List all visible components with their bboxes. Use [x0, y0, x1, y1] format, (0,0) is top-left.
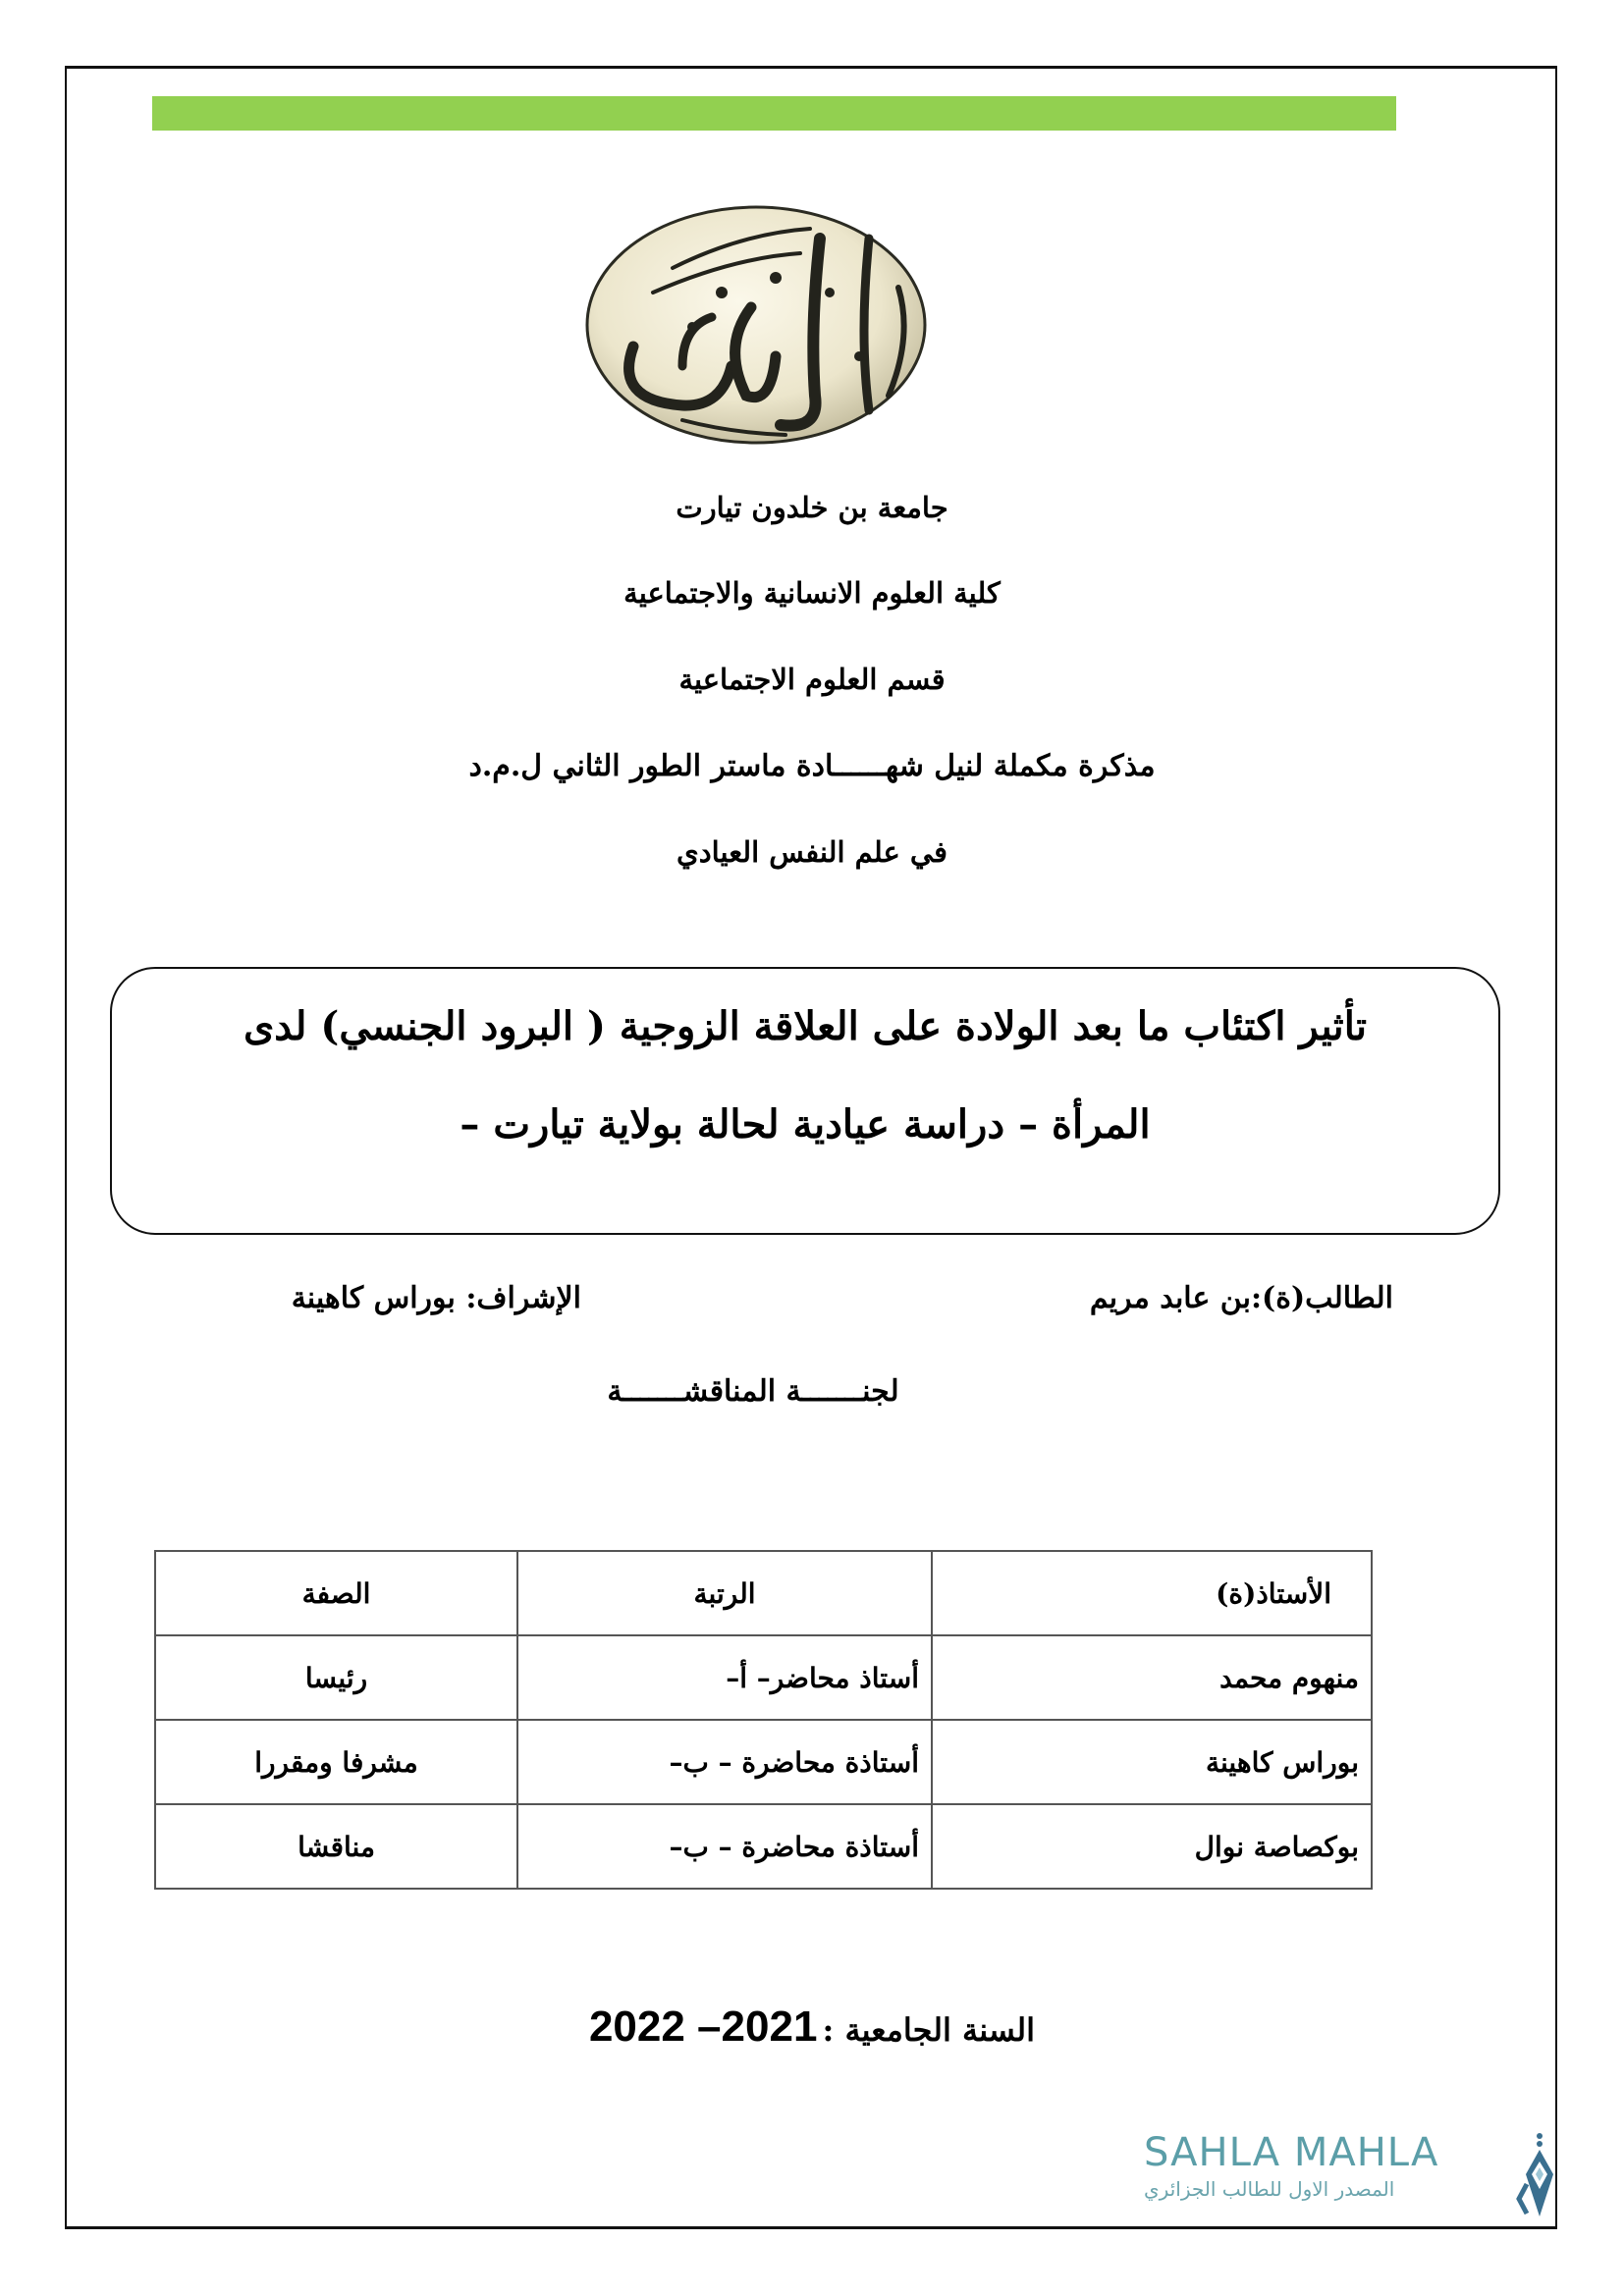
- thesis-title-line-2: المرأة – دراسة عيادية لحالة بولاية تيارت –: [460, 1101, 1151, 1148]
- table-header-row: [155, 1551, 1372, 1635]
- academic-year: [0, 2002, 1624, 2052]
- supervisor-name: بوراس كاهينة: [291, 1281, 456, 1315]
- professor-role: مشرفا ومقررا: [155, 1720, 517, 1804]
- professor-name: منهوم محمد: [932, 1635, 1372, 1720]
- academic-year-value: 2021– 2022: [588, 2002, 818, 2051]
- university-logo-icon: [574, 199, 947, 447]
- table-row: [155, 1720, 1372, 1804]
- faculty-name: كلية العلوم الانسانية والاجتماعية: [623, 576, 1001, 610]
- watermark-title: SAHLA MAHLA: [1144, 2130, 1439, 2175]
- thesis-title-line-1: تأثير اكتئاب ما بعد الولادة على العلاقة الزوجية ( البرود الجنسي) لدى: [243, 1003, 1368, 1049]
- green-header-bar: [152, 96, 1396, 131]
- professor-rank: أستاذة محاضرة – ب–: [517, 1720, 932, 1804]
- column-header-professor: الأستاذ(ة): [932, 1551, 1372, 1635]
- professor-name: بوكصاصة نوال: [932, 1804, 1372, 1889]
- sahla-mahla-watermark: [1134, 2130, 1556, 2218]
- professor-rank: أستاذة محاضرة – ب–: [517, 1804, 932, 1889]
- table-row: [155, 1635, 1372, 1720]
- supervisor-label: الإشراف:: [465, 1281, 581, 1315]
- professor-role: مناقشا: [155, 1804, 517, 1889]
- department-name: قسم العلوم الاجتماعية: [678, 663, 946, 696]
- professor-rank: أستاذ محاضر– أ–: [517, 1635, 932, 1720]
- academic-year-label: السنة الجامعية :: [822, 2011, 1036, 2049]
- specialty: في علم النفس العيادي: [677, 835, 947, 869]
- professor-name: بوراس كاهينة: [932, 1720, 1372, 1804]
- student-label: الطالب(ة):: [1250, 1281, 1393, 1315]
- column-header-role: الصفة: [155, 1551, 517, 1635]
- committee-heading: لجنـــــــة المناقشـــــــة: [607, 1374, 899, 1409]
- degree-statement: مذكرة مكملة لنيل شهــــــادة ماستر الطور الثاني ل.م.د: [468, 749, 1156, 783]
- thesis-title-box: [110, 967, 1500, 1235]
- table-row: [155, 1804, 1372, 1889]
- watermark-subtitle: المصدر الاول للطالب الجزائري: [1144, 2177, 1395, 2201]
- professor-role: رئيسا: [155, 1635, 517, 1720]
- sahla-mahla-logo-icon: [1507, 2130, 1556, 2218]
- student-info: [1090, 1281, 1393, 1315]
- student-name: بن عابد مريم: [1089, 1281, 1251, 1315]
- committee-table: [154, 1550, 1373, 1890]
- supervisor-info: [292, 1281, 581, 1315]
- university-name: جامعة بن خلدون تيارت: [676, 491, 948, 524]
- column-header-rank: الرتبة: [517, 1551, 932, 1635]
